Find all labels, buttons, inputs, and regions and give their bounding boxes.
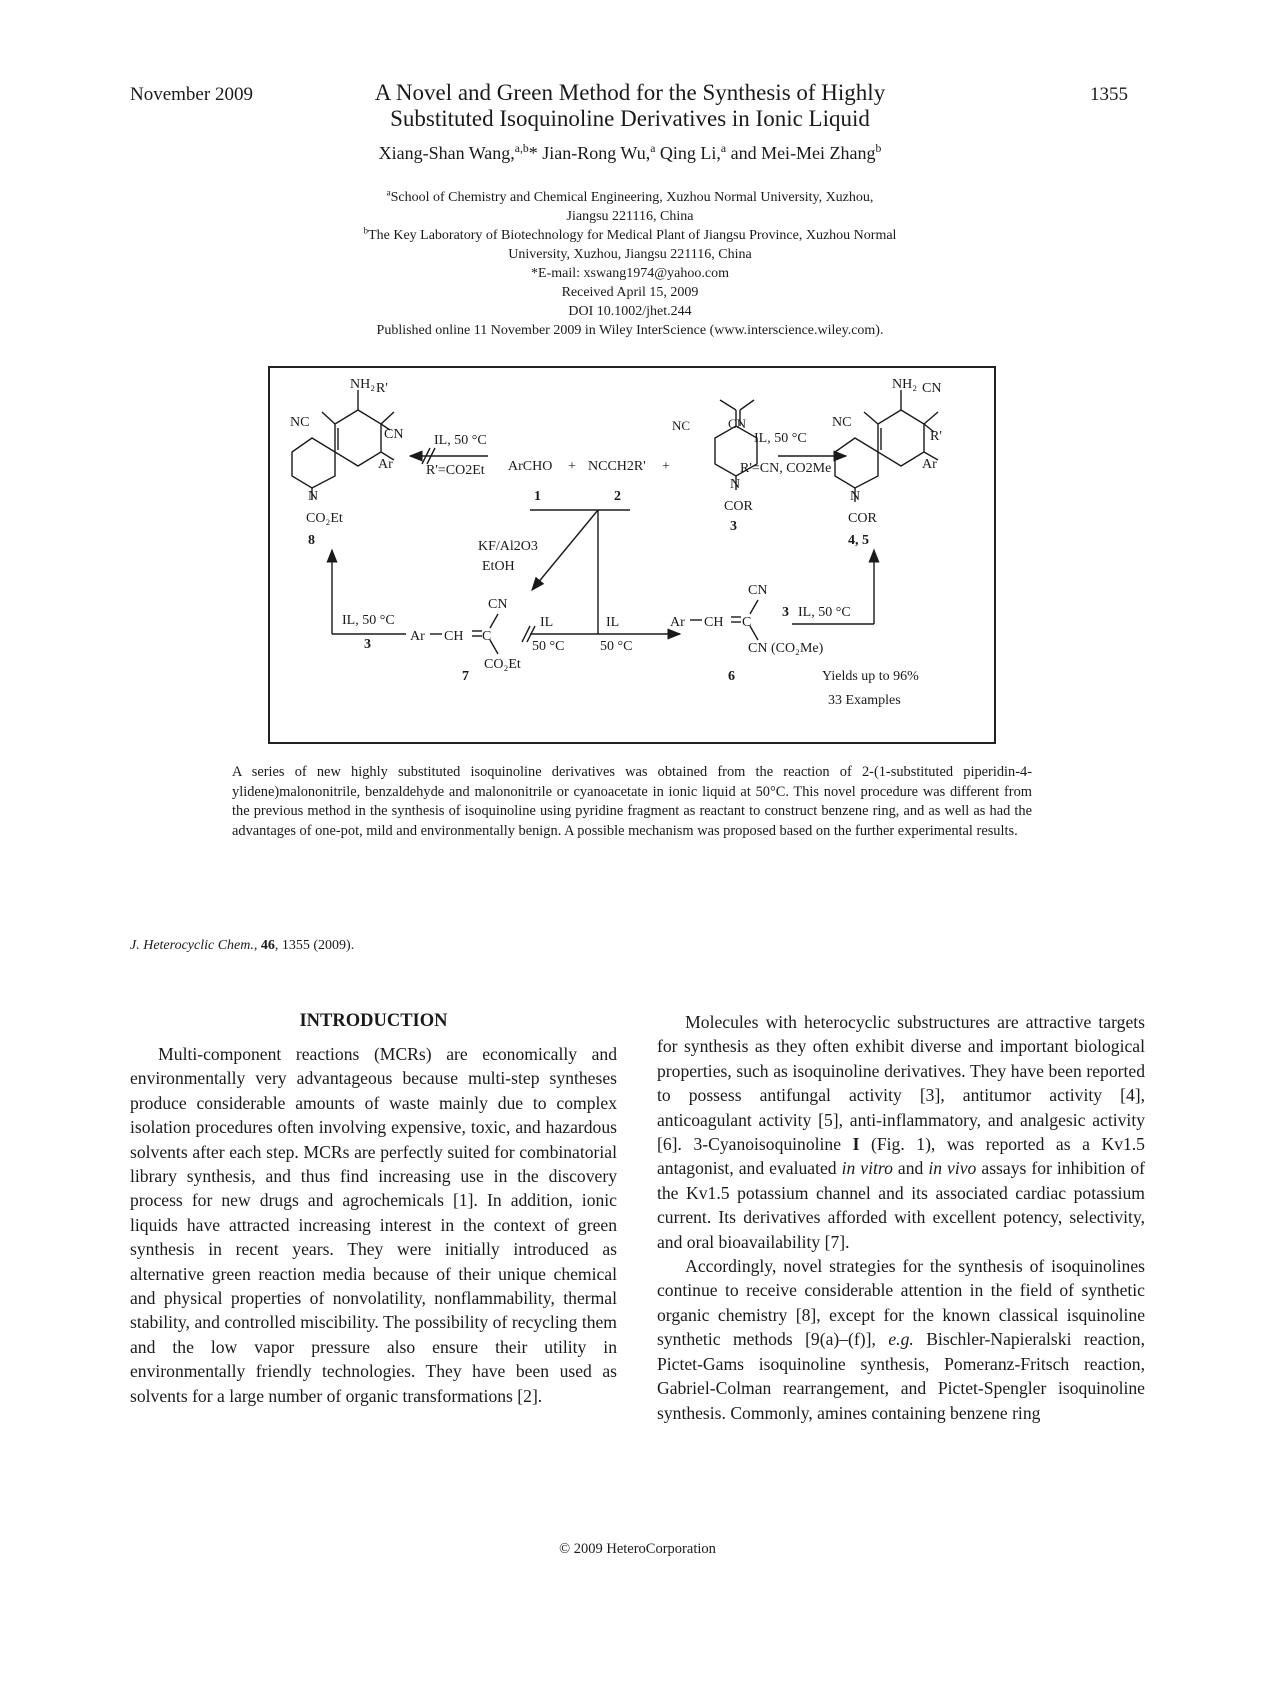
author-1: Xiang-Shan Wang,$^{a,b}$* xyxy=(378,142,538,163)
doi: DOI 10.1002/jhet.244 xyxy=(568,304,692,319)
plus-1: + xyxy=(568,459,576,474)
right-column xyxy=(657,1010,1145,1425)
scheme-label-2: 2 xyxy=(614,489,621,504)
journal-citation: J. Heterocyclic Chem., 46, 1355 (2009). xyxy=(130,938,355,953)
received-date: Received April 15, 2009 xyxy=(561,285,699,300)
scheme-label-3-bl: 3 xyxy=(364,637,371,652)
cond-etoh: EtOH xyxy=(482,559,515,574)
affiliation-a-line1: $^a$School of Chemistry and Chemical Engineering, Xuzhou Normal University, Xuzhou, xyxy=(386,187,874,205)
svg-text:COR: COR xyxy=(848,511,877,526)
svg-text:N: N xyxy=(730,477,741,492)
yields-text: Yields up to 96% xyxy=(822,669,919,684)
affiliation-b-line1: $^b$The Key Laboratory of Biotechnology for Medical Plant of Jiangsu Province, Xuzhou Normal xyxy=(363,225,897,243)
scheme-label-45: 4, 5 xyxy=(848,533,869,548)
scheme-label-6: 6 xyxy=(728,669,735,684)
svg-text:CN: CN xyxy=(384,427,404,442)
author-list xyxy=(300,143,960,164)
svg-text:CN: CN xyxy=(488,597,508,612)
svg-text:Ar: Ar xyxy=(410,629,425,644)
scheme-label-1: 1 xyxy=(534,489,541,504)
compound-8-structure xyxy=(292,390,394,500)
author-4: and Mei-Mei Zhang$^b$ xyxy=(730,142,882,163)
published-online: Published online 11 November 2009 in Wiley InterScience (www.interscience.wiley.com). xyxy=(376,323,884,338)
svg-text:CO₂Et: CO₂Et xyxy=(484,657,521,672)
svg-text:Ar: Ar xyxy=(670,615,685,630)
svg-text:CN: CN xyxy=(728,416,747,431)
svg-text:NC: NC xyxy=(832,415,852,430)
compound-45-structure xyxy=(835,390,938,502)
article-title xyxy=(300,80,960,132)
cond-r-cn: R'=CN, CO2Me xyxy=(740,461,832,476)
svg-text:R': R' xyxy=(930,429,942,444)
svg-text:CH: CH xyxy=(444,629,464,644)
svg-text:C: C xyxy=(482,629,492,644)
title-line-1: A Novel and Green Method for the Synthesis of Highly xyxy=(374,80,886,105)
svg-text:NC: NC xyxy=(290,415,310,430)
cond-il-6: IL xyxy=(606,615,620,630)
scheme-label-8: 8 xyxy=(308,533,315,548)
svg-text:CN: CN xyxy=(748,583,768,598)
svg-text:CO₂Et: CO₂Et xyxy=(306,511,343,526)
author-2: Jian-Rong Wu,$^a$ xyxy=(542,142,656,163)
plus-2: + xyxy=(662,459,670,474)
reagent-archo: ArCHO xyxy=(508,459,553,474)
right-paragraph-1: Molecules with heterocyclic substructures are attractive targets for synthesis as they often exhibit diverse and important biological properties, such as isoquinoline derivatives. They have been reported to possess antifungal activity [3], antitumor activity [4], anticoagulant activity [5], anti-inflammatory, and analgesic activity [6]. 3-Cyanoisoquinoline I (Fig. 1), was reported as a Kv1.5 antagonist, and evaluated in vitro and in vivo assays for inhibition of the Kv1.5 potassium channel and its associated cardiac potassium current. Its derivatives afforded with excellent potency, selectivity, and oral bioavailability [7]. xyxy=(657,1012,1145,1252)
reaction-scheme xyxy=(268,366,996,744)
abstract: A series of new highly substituted isoquinoline derivatives was obtained from the reaction of 2-(1-substituted piperidin-4-ylidene)malononitrile, benzaldehyde and malononitrile or cyanoacetate in ionic liquid at 50°C. This novel procedure was different from the previous method in the synthesis of isoquinoline using pyridine fragment as reactant to construct benzene ring, and as well as had the advantages of one-pot, mild and environmentally benign. A possible mechanism was proposed based on the further experimental results. xyxy=(232,764,1032,839)
issue-date: November 2009 xyxy=(130,84,253,105)
cond-il-bottom-right: IL, 50 °C xyxy=(798,605,851,620)
cond-il-bottom-left: IL, 50 °C xyxy=(342,613,395,628)
email: *E-mail: xswang1974@yahoo.com xyxy=(531,266,729,281)
svg-text:CN (CO₂Me): CN (CO₂Me) xyxy=(748,641,824,656)
page-number: 1355 xyxy=(1090,84,1128,105)
svg-text:NH₂: NH₂ xyxy=(892,377,918,392)
cond-il-top-left: IL, 50 °C xyxy=(434,433,487,448)
affiliation-a-line2: Jiangsu 221116, China xyxy=(566,209,694,224)
left-column xyxy=(130,1010,617,1408)
svg-text:R': R' xyxy=(376,381,388,396)
title-line-2: Substituted Isoquinoline Derivatives in Ionic Liquid xyxy=(390,106,870,131)
svg-text:CH: CH xyxy=(704,615,724,630)
examples-text: 33 Examples xyxy=(828,693,901,708)
svg-text:N: N xyxy=(850,489,861,504)
cond-il-top-right: IL, 50 °C xyxy=(754,431,807,446)
reagent-ncch2r: NCCH2R' xyxy=(588,459,646,474)
cond-kf: KF/Al2O3 xyxy=(478,539,538,554)
svg-text:NH₂: NH₂ xyxy=(350,377,376,392)
cond-r-co2et: R'=CO2Et xyxy=(426,463,485,478)
svg-text:COR: COR xyxy=(724,499,753,514)
cond-temp-6: 50 °C xyxy=(600,639,633,654)
scheme-drawing xyxy=(270,368,998,746)
right-paragraph-2: Accordingly, novel strategies for the synthesis of isoquinolines continue to receive considerable attention in the field of synthetic organic chemistry [8], except for the known classical isquinoline synthetic methods [9(a)–(f)], e.g. Bischler-Napieralski reaction, Pictet-Gams isoquinoline synthesis, Pomeranz-Fritsch reaction, Gabriel-Colman rearrangement, and Pictet-Spengler isoquinoline synthesis. Commonly, amines containing benzene ring xyxy=(657,1256,1145,1423)
cond-il-7: IL xyxy=(540,615,554,630)
scheme-label-7: 7 xyxy=(462,669,469,684)
svg-text:N: N xyxy=(308,489,319,504)
svg-text:C: C xyxy=(742,615,752,630)
cond-temp-7: 50 °C xyxy=(532,639,565,654)
affiliations xyxy=(240,188,1020,340)
introduction-heading: INTRODUCTION xyxy=(299,1011,448,1031)
svg-text:CN: CN xyxy=(922,381,942,396)
svg-text:Ar: Ar xyxy=(922,457,937,472)
affiliation-b-line2: University, Xuzhou, Jiangsu 221116, China xyxy=(508,247,752,262)
svg-text:Ar: Ar xyxy=(378,457,393,472)
scheme-label-3-br: 3 xyxy=(782,605,789,620)
svg-text:NC: NC xyxy=(672,418,691,433)
copyright-footer: © 2009 HeteroCorporation xyxy=(559,1541,716,1557)
introduction-paragraph-1: Multi-component reactions (MCRs) are economically and environmentally very advantageous because multi-step syntheses produce considerable amounts of waste mainly due to complex isolation procedures often involving expensive, toxic, and hazardous solvents after each step. MCRs are perfectly suited for combinatorial library synthesis, and thus find increasing use in the discovery process for new drugs and agrochemicals [1]. In addition, ionic liquids have attracted increasing interest in the context of green synthesis in recent years. They were initially introduced as alternative green reaction media because of their unique chemical and physical properties of nonvolatility, nonflammability, thermal stability, and controlled miscibility. The possibility of recycling them and the low vapor pressure also ensure their utility in environmentally friendly technologies. They have been used as solvents for a large number of organic transformations [2]. xyxy=(130,1044,617,1406)
scheme-label-3-top: 3 xyxy=(730,519,737,534)
author-3: Qing Li,$^a$ xyxy=(659,142,727,163)
